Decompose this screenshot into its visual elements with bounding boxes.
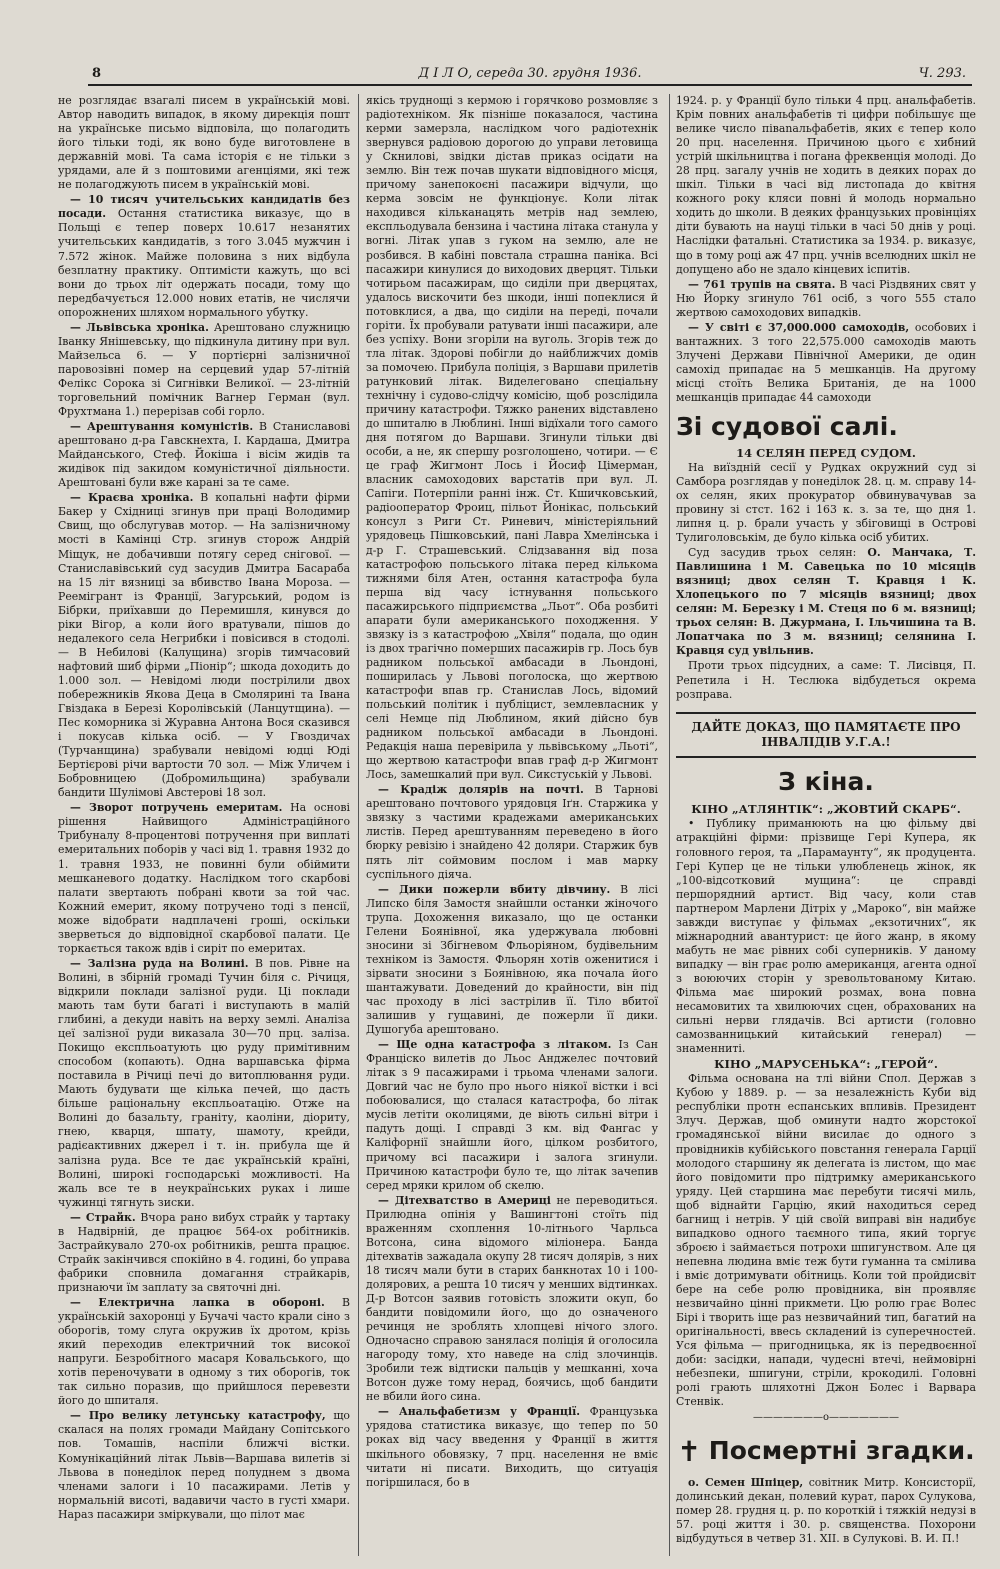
article (58, 1409, 350, 1521)
masthead (88, 66, 972, 86)
column-2 (366, 94, 658, 1556)
obituary: о. Семен Шпіцер, совітник Митр. Консисторії, долинський декан, полевий курат, парох Сулукова, помер 28. грудня ц. р. по короткій і тяжкій недузі в 57. році життя і 30. р. священства. Похорони відбудуться в четвер 31. XII. в Сулукові. В. И. П.! (676, 1476, 976, 1546)
cinema-review: Фільма основана на тлі війни Спол. Держав з Кубою у 1889. р. — за незалежність Куби від республіки протн еспанських впливів. Президент Злуч. Держав, щоб оминути надто жорстокої громадянської війни висилає до одного з провідників кубійського повстання генерала Гарції молодого старшину як делегата із листом, що має його повідомити про підтримку американського уряду. Цей старшина має перебути тисячі миль, щоб віднайти Гарцію, який находиться серед багнищ і нетрів. У цій своїй виправі він надибує випадково одного таємного типа, який торгує зброєю і займається потрохи шпигунством. Але ця непевна людина вміє теж бути гуманна та смілива і вміє дотримувати обітниць. Коли той пройдисвіт бере на себе ролю провідника, він проявляє незвичайно цінні прикмети. Цю ролю грає Волес Бірі і творить іще раз незвичайний тип, багатий на оригінальності, ввесь складений із суперечностей. Уся фільма — пригодницька, як із передвоєнної доби: засідки, напади, чудесні втечі, неймовірні небезпеки, шпигуни, стріли, крокодилі. Головні ролі грають шляхотні Джон Болес і Варвара Стенвік. (676, 1072, 976, 1409)
article-heading: — Крадіж долярів на почті. (378, 783, 584, 797)
article-text: особових і вантажних. З того 22,575.000 самоходів мають Злучені Держави Північної Америки, де один самохід припадає на 5 мешканців. На другому місці стоїть Велика Британія, де на 1000 мешканців припадає 44 самоходи (676, 320, 976, 404)
cinema-subheading: КІНО „МАРУСЕНЬКА“: „ГЕРОЙ“. (714, 1057, 938, 1072)
article (366, 1194, 658, 1405)
cinema-review: • Публику приманюють на цю фільму дві атракційні фірми: прізвище Гері Купера, як головного героя, та „Парамаунту“, як продуцента. Гері Купер це не тільки улюбленець жінок, як „100-відсотковий мущина“: це справді першорядний артист. Від часу, коли став партнером Марлени Дітріх у „Мароко“, він майже завжди виступає у фільмах „екзотичних“, як міжнародний авантурист: це його жанр, в якому мабуть не має рівних собі суперників. У даному випадку — він грає ролю американця, агента одної з воюючих сторін у зревольтованому Китаю. Фільма має широкий розмах, вона повна несамовитих та хвилюючих сцен, обрахованих на сильні нерви глядачів. Всі артисти (головно самозванницький китайський генерал) — знаменниті. (676, 817, 976, 1056)
article-text: Французька урядова статистика виказує, що тепер по 50 роках від часу введення у Франції в життя шкільного обовязку, 7 прц. населення не вміє читати ні писати. Виходить, що ситуація погіршилася, бо в (366, 1405, 658, 1489)
court-sentence: Суд засудив трьох селян: О. Манчака, Т. Павлишина і М. Савецька по 10 місяців вязниці; двох селян Т. Кравця і К. Хлопецького по 7 місяців вязниці; двох селян: М. Березку і М. Стеця по 6 м. вязниці; трьох селян: В. Джурмана, І. Ільчишина та В. Лопатчака по 3 м. вязниці; селянина І. Кравця суд увільнив. (676, 546, 976, 658)
article (366, 1038, 658, 1193)
article-heading: — Ще одна катастрофа з літаком. (378, 1038, 612, 1052)
article-heading: — Електрична лапка в обороні. (70, 1295, 325, 1309)
obituary-header (676, 1431, 976, 1472)
article (58, 193, 350, 319)
section-title-cinema: З кіна. (778, 766, 874, 796)
article-text: що скалася на полях громади Майдану Сопітського пов. Томашів, наспіли ближчі вістки. Комунікаційний літак Львів—Варшава вилетів зі Львова в понеділок перед полуднем з двома членами залоги і 10 пасажирами. Летів у нормальній висоті, вадавичи часто в густі хмари. Нараз пасажири зміркували, що пілот має (58, 1409, 350, 1521)
court-text: На виїздній сесії у Рудках окружний суд зі Самбора розглядав у понеділок 28. ц. м. справу 14-ох селян, яких прокуратор обвинувачував за провину зі стст. 162 і 163 к. з. за те, що дня 1. липня ц. р. брали участь у збіговищі в Острові Тулиголовськім, де було кілька осіб убитих. (676, 460, 976, 545)
article-heading: — Львівська хроніка. (70, 320, 209, 334)
article-heading: — Арештування комуністів. (70, 420, 254, 434)
article-text: не розглядає взагалі писем в українській мові. Автор наводить випадок, в якому дирекція пошт на українське письмо відповіла, що полагодить його тільки тоді, як воно буде виготовлене в державній мові. Та сама історія є не тільки з урядами, але й з поштовими агенціями, які теж не полагоджують писем в українській мові. (58, 94, 350, 192)
article-text: 1924. р. у Франції було тільки 4 прц. анальфабетів. Крім повних анальфабетів ті цифри побільшує ще велике число півanальфабетів, яких є тепер коло 20 прц. населення. Причиною цього є хибний устрій шкільництва і погана фреквенція молоді. До 28 прц. загалу учнів не ходить в деяких порах до шкіл. Тільки в часі від листопада до квітня кожного року кляси повні й молодь нормально ходить до школи. В деяких французьких провінціях діти бувають на науці тільки в часі 50 днів у році. Наслідки фатальні. Статистика за 1934. р. виказує, що в тому році аж 47 прц. учнів вселюдних шкіл не допущено або не здало кінцевих іспитів. (676, 94, 976, 276)
article-text: В українській захоронці у Бучачі часто крали сіно з оборогів, тому слуга окружив їх дротом, крізь який переходив електричний ток високої напруги. Безробітного масаря Ковальського, що хотів переночувати в одному з тих оборогів, ток так сильно поразив, що прийшлося перевезти його до шпиталя. (58, 1295, 350, 1408)
cross-icon: ✝ (677, 1434, 701, 1468)
appeal-box: ДАЙТЕ ДОКАЗ, ЩО ПАМЯТАЄТЕ ПРО ІНВАЛІДІВ У.Г.А.! (676, 712, 976, 758)
article-heading: — У світі є 37,000.000 самоходів, (688, 320, 910, 334)
article-text: В пов. Рівне на Волині, в збірній громаді Тучин біля с. Річиця, відкрили поклади залізної руди. Ці поклади мають там бути багаті і виступають в малій глибині, а декуди навіть на верху землі. Аналіза цеї залізної руди виказала 30—70 прц. заліза. Покищо експльоатують цю руду примітивним способом (копають). Одна варшавська фірма поставила в Річиці печі до витоплювання руди. Мають будувати ще кілька печей, що дасть більше раціональну експльоатацію. Отже на Волині до базальту, граніту, каоліни, діориту, гнею, кварця, шпату, шамоту, крейди, радієактивних джерел і т. ін. прибула ще й залізна руда. Все те дає українській країні, Волині, широкі господарські можливості. На жаль все те в неукраїнських руках і лише чужинці тягнуть зиски. (58, 956, 350, 1209)
article-text: якісь труднощі з кермою і горячково розмовляє з радіотехніком. Як пізніше показалося, частина керми замерзла, наслідком чого радіотехнік звернувся радіовою дорогою до управи летовища у Скнилові, звідки дістав приказ осідати на землю. Він теж почав шукати відповідного місця, причому занепокоєні пасажири відчули, що керма зовсім не функціонує. Коли літак находився кільканацять метрів над землею, експльодувала бензина і частина літака станула у вогні. Літак упав з гуком на землю, але не розбився. В кабіні повстала страшна паніка. Всі пасажири кинулися до виходових дверцят. Тільки чотирьом пасажирам, що сиділи при дверцятах, удалось вискочити без шкоди, інші попеклися й потовклися, а два, що сиділи на переді, почали горіти. Їх пробували ратувати інші пасажири, але без успіху. Вони згоріли на вуголь. Згорів теж до тла літак. Здорові побігли до найближчих домів за помочею. Прибула поліція, з Варшави прилетів ратунковий літак. Виделеговано спеціальну технічну і судово-слідчу комісію, щоб розслідила причину катастрофи. Тяжко ранених відставлено до шпиталю в Люблині. Інші відїхали того самого дня потягом до Варшави. Згинули тільки дві особи, а не, як спершу розголошено, чотири. — Є це граф Жигмонт Лось і Йосиф Цімерман, власник самоходових варстатів при вул. Л. Сапіги. Потерпіли ранні інж. Ст. Кшичковський, радіооператор Фроиц, пільот Йонікас, польський консул з Риги Ст. Риневич, міністеріяльний урядовець Пішковський, пані Лавра Хмелінська і д-р Г. Страшевський. Слідзавання від поза катастрофою польського літака перед кількома тижнями біля Атен, остання катастрофа була перша від часу істнування польського пасажирського підприємства „Льот“. Оба розбиті апарати були американського походження. У звязку із з катастрофою „Хвіля“ подала, що один із двох трагічно померших пасажирів гр. Лось був радником польської амбасади в Льондоні, поширилась у Львові поголоска, що жертвою катастрофи впав гр. Станислав Лось, відомий польський політик і публіцист, землевласник у селі Немце під Люблином, який дійсно був радником польської амбасади в Льондоні. Редакція нашa перевірила у львівському „Льоті“, що жертвою катастрофи впав граф д-р Жигмонт Лось, замешкалий при вул. Сикстуській у Львові. (366, 94, 658, 782)
article (58, 491, 350, 800)
article-text: Вчора рано вибух страйк у тартаку в Надвірній, де працює 564-ох робітників. Застрайкувало 270-ох робітників, решта працює. Страйк закінчився спокійно в 4. годині, бо управа фабрики сповнила домагання страйкарів, признаючи їм заплату за святочні дні. (58, 1210, 350, 1294)
article (676, 278, 976, 320)
article-heading: — Зворот потручень емеритам. (70, 801, 283, 815)
column-3 (676, 94, 976, 1556)
article (58, 801, 350, 956)
article (58, 420, 350, 490)
article-heading: — Краєва хроніка. (70, 491, 194, 505)
court-subheading: 14 СЕЛЯН ПЕРЕД СУДОМ. (736, 445, 916, 460)
article-heading: — Дики пожерли вбиту дівчину. (378, 882, 611, 896)
article-heading: — 10 тисяч учительських кандидатів без посади. (58, 193, 350, 221)
article-text: В копальні нафти фірми Бакер у Східниці згинув при праці Володимир Свищ, що обслугував мотор. — На залізничному мості в Камінці Стр. згинув сторож Андрій Міщук, не добачивши потягу серед снігової. — Станиславівський суд засудив Дмитра Басараба на 15 літ вязниці за вбивство Івана Мороза. — Реемігрант із Франції, Загурський, родом із Бібрки, приїхавши до Перемишля, кинувся до ріки Вігор, а коли його вратували, пішов до недалекого села Негрибки і повісився в стодолі. — В Небилові (Калущина) згорів тимчасовий нафтовий шиб фірми „Піонір“; шкода доходить до 1.000 зол. — Невідомі люди пострілили двох побережників Якова Деца в Смолярині та Івана Гвіздака в Березі Королівській (Ланцутщина). — Пес коморника зі Журавна Антона Вося сказився і покусав кілька осіб. — У Гвоздичах (Турчанщина) зрабували невідомі юдці Юді Бертієрові річи вартости 70 зол. — Між Уличем і Бобровницею (Добромильщина) зрабували бандити Шулімові Австерові 18 зол. (58, 491, 350, 800)
court-text: Проти трьох підсудних, а саме: Т. Лисівця, П. Репетила і Н. Теслюка відбудеться окрема розправа. (676, 659, 976, 701)
article-text: В часі Різдвяних свят у Ню Йорку згинуло 761 осіб, з чого 555 стало жертвою самоходових випадків. (676, 277, 976, 319)
article (58, 321, 350, 419)
article-text: Остання статистика виказує, що в Польщі є тепер поверх 10.617 незанятих учительських кандидатів, з того 3.045 мужчин і 7.572 жінок. Майже половина з них відбула безплатну практику. Оптимісти кажуть, що всі вони до трьох літ одержать посади, тому що передбачується 12.000 нових етатів, не числячи опорожнених шляхом нормального убутку. (58, 207, 350, 319)
article-text: Арештовано служницю Іванку Янішевську, що підкинула дитину при вул. Майзельса 6. — У портієрні залізничної паровозівні помер на серцевий удар 57-літній Фелікс Сорока зі Сигнівки Великої. — 23-літній торговельний помічник Вагнер Герман (вул. Фрухтмана 1.) перерізав собі горло. (58, 320, 350, 419)
article-text: На основі рішення Найвищого Адміністраційного Трибуналу 8-процентові потручення при виплаті емеритальних поборів у часі від 1. травня 1932 до 1. травня 1933, не повинні були обіймити мешканевого додатку. Наслідком того скарбові палати звертають побрані квоти за той час. Кожний емерит, якому потручено тоді з пенсії, може відобрати надплачені гроші, оскільки зверветься до відповідної скарбової палати. Це торкається також вдів і сиріт по емеритах. (58, 801, 350, 955)
section-title-court: Зі судової салі. (676, 412, 898, 442)
column-rule-2 (669, 94, 670, 1556)
article (676, 321, 976, 405)
article-heading: — Страйк. (70, 1210, 136, 1224)
article-heading: — Анальфабетизм у Франції. (378, 1405, 581, 1419)
article (366, 1405, 658, 1489)
cinema-subheading: КІНО „АТЛЯНТІК“: „ЖОВТИЙ СКАРБ“. (691, 802, 961, 817)
page-number: 8 (92, 66, 102, 81)
column-1 (58, 94, 350, 1556)
article (58, 1211, 350, 1295)
article (366, 883, 658, 1038)
article-heading: — Дітехватство в Америці (378, 1193, 551, 1207)
article (366, 783, 658, 881)
article-heading: — 761 трупів на свята. (688, 277, 836, 291)
newspaper-title-date: Д І Л О, середа 30. грудня 1936. (418, 66, 642, 81)
article-heading: — Про велику летунську катастрофу, (70, 1409, 326, 1423)
article-text: В Тарнові арештовано почтового урядовця Іґн. Стaржика у звязку з частими крадежами американських листів. Перед арештуванням переведено в його бюрку ревізію і знайдено 42 доляри. Старжик був пять літ соймовим послом і мав марку суспільного діяча. (366, 783, 658, 881)
section-title-obituaries: Посмертні згадки. (708, 1436, 975, 1466)
article-text: не переводиться. Прилюдна опінія у Вашингтоні стоїть під враженням схоплення 10-літнього Чарльса Вотсона, сина відомого міліонера. Банда дітехватів зажадала окупу 28 тисяч долярів, з них 18 тисяч мали бути в старих банкнотах 10 і 100-долярових, а решта 10 тисяч у менших відтинках. Д-р Вотсон заявив готовість зложити окуп, бо бандити повідомили його, що до означеного речинця не зроблять хлопцеві нічого злого. Одночасно справою занялася поліція й оголосила нагороду тому, хто наведе на слід злочинців. Зробили теж відтиски пальців у мешканні, хоча Вотсон дуже тому нерад, боячись, щоб бандити не вбили його сина. (366, 1193, 658, 1404)
article (58, 1296, 350, 1408)
article-text: В лісі Липско біля Замостя знайшли останки жіночого трупа. Дохоження виказало, що це останки Гелени Боянівної, яка удержувала любовні зносини зі Збігневом Фльоріяном, будівельним техніком із Замостя. Фльорян хотів оженитися і зірвати зносини з Боянівною, яка почала його шантажувати. Доведений до крайности, він під час проходу в лісі застрілив її. Тіло вбитої залишив у гущавині, де пожерли її дики. Душогуба арештовано. (366, 882, 658, 1037)
article (58, 957, 350, 1210)
issue-number: Ч. 293. (918, 66, 966, 81)
article-text: Із Сан Франціско вилетів до Льос Анджелес почтовий літак з 9 пасажирами і трьома членами залоги. Довгий час не було про нього ніякої вістки і всі побоювалися, що сталася катастрофа, бо літак мусів летіти околицями, де віють сильні вітри і падуть дощі. І справді 3 км. від Фангас у Каліфорнії знайшли його, цілком розбитого, причому всі пасажири і залога згинули. Причиною катастрофи було те, що літак зачепив серед мряки крилом об скелю. (366, 1038, 658, 1192)
article-heading: — Залізна руда на Волині. (70, 956, 249, 970)
divider: ———————o——————— (752, 1412, 900, 1424)
column-rule-1 (358, 94, 359, 1556)
article-text: В Станиславові арештовано д-ра Гавскнехта, І. Кардаша, Дмитра Майданського, Стеф. Йокіша і вісім жидів та жидівок під закидом комуністичної діяльности. Арештовані були вже карані за те саме. (58, 420, 350, 490)
